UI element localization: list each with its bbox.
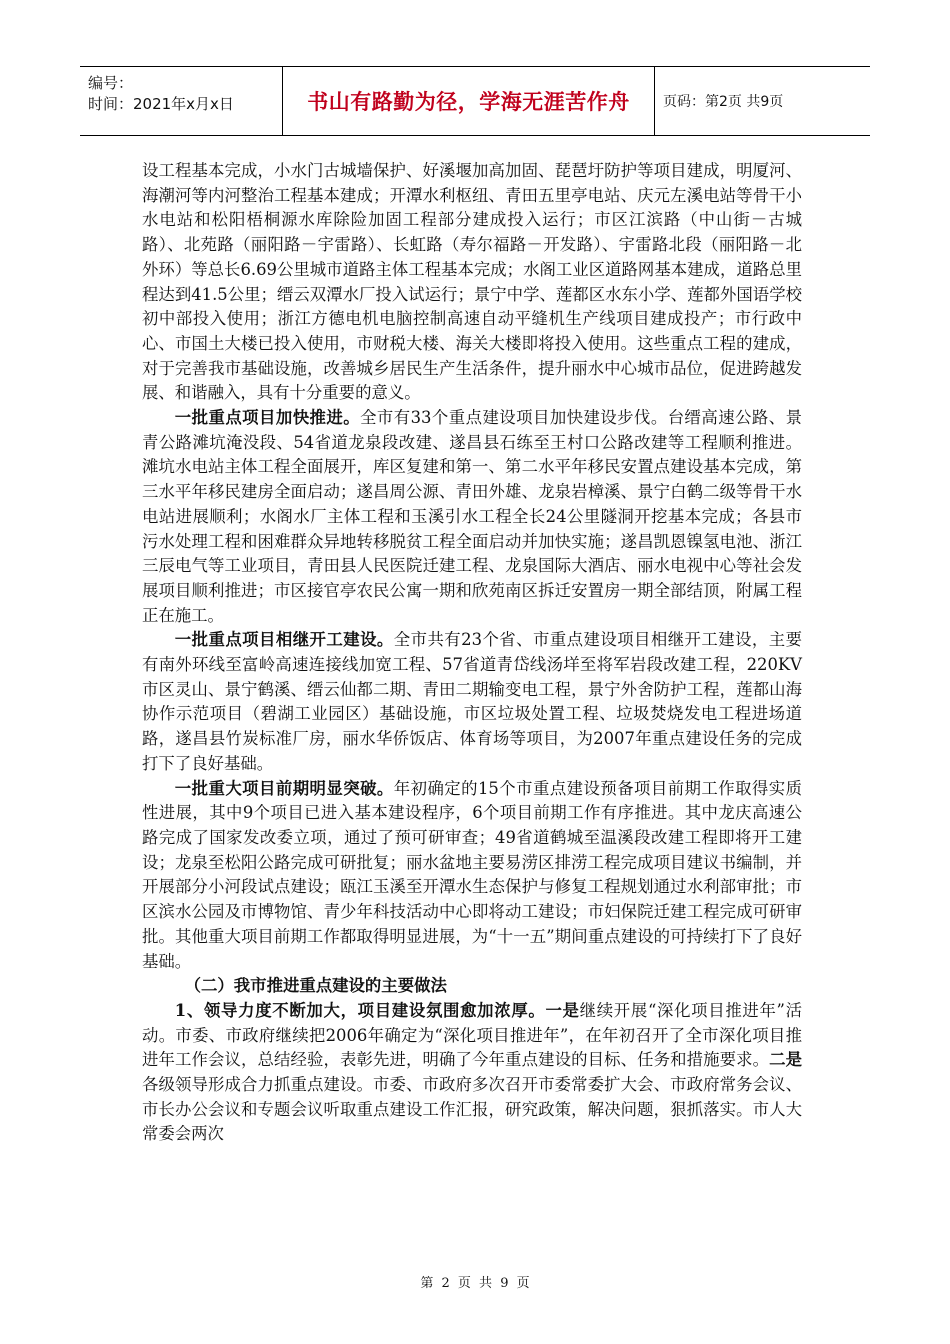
header-meta [80, 67, 283, 135]
section-heading-text: （二）我市推进重点建设的主要做法 [184, 976, 447, 996]
page-footer: 第 2 页 共 9 页 [420, 1276, 530, 1291]
paragraph-2-lead: 一批重点项目加快推进。 [174, 408, 361, 428]
paragraph-5 [142, 999, 802, 1147]
paragraph-5-lead: 1、领导力度不断加大，项目建设氛围愈加浓厚。一是 [174, 1000, 580, 1020]
code-label: 编号： [88, 74, 134, 92]
paragraph-4-text: 年初确定的15个市重点建设预备项目前期工作取得实质性进展，其中9个项目已进入基本建设程序，6个项目前期工作有序推进。其中龙庆高速公路完成了国家发改委立项，通过了预可研审查；49省道鹤城至温溪段改建工程即将开工建设；龙泉至松阳公路完成可研批复；丽水盆地主要易涝区排涝工程完成项目建议书编制，并开展部分小河段试点建设；瓯江玉溪至开潭水生态保护与修复工程规划通过水利部审批；市区滨水公园及市博物馆、青少年科技活动中心即将动工建设；市妇保院迁建工程完成可研审批。其他重大项目前期工作都取得明显进展，为“十一五”期间重点建设的可持续打下了良好基础。 [142, 778, 803, 971]
paragraph-5-text-b: 各级领导形成合力抓重点建设。市委、市政府多次召开市委常委扩大会、市政府常务会议、市长办公会议和专题会议听取重点建设工作汇报，研究政策，解决问题，狠抓落实。市人大常委会两次 [142, 1075, 802, 1144]
paragraph-1: 设工程基本完成，小水门古城墙保护、好溪堰加高加固、琵琶圩防护等项目建成，明厦河、海潮河等内河整治工程基本建成；开潭水利枢纽、青田五里亭电站、庆元左溪电站等骨干小水电站和松阳梧桐源水库除险加固工程部分建成投入运行；市区江滨路（中山街－古城路）、北苑路（丽阳路－宇雷路）、长虹路（寿尔福路－开发路）、宇雷路北段（丽阳路－北外环）等总长6.69公里城市道路主体工程基本完成；水阁工业区道路网基本建成，道路总里程达到41.5公里；缙云双潭水厂投入试运行；景宁中学、莲都区水东小学、莲都外国语学校初中部投入使用；浙江方德电机电脑控制高速自动平缝机生产线项目建成投产；市行政中心、市国土大楼已投入使用，市财税大楼、海关大楼即将投入使用。这些重点工程的建成，对于完善我市基础设施，改善城乡居民生产生活条件，提升丽水中心城市品位，促进跨越发展、和谐融入，具有十分重要的意义。 [142, 161, 802, 403]
paragraph-4-lead: 一批重大项目前期明显突破。 [174, 778, 394, 798]
paragraph-3-text: 全市共有23个省、市重点建设项目相继开工建设，主要有南外环线至富岭高速连接线加宽工程、57省道青岱线汤垟至将军岩段改建工程，220KV市区灵山、景宁鹤溪、缙云仙都二期、青田二期输变电工程，景宁外舍防护工程，莲都山海协作示范项目（碧湖工业园区）基础设施，市区垃圾处置工程、垃圾焚烧发电工程进场道路，遂昌县竹炭标准厂房，丽水华侨饭店、体育场等项目，为2007年重点建设任务的完成打下了良好基础。 [142, 630, 803, 773]
header-motto: 书山有路勤为径，学海无涯苦作舟 [283, 67, 655, 135]
paragraph-4 [142, 777, 802, 975]
paragraph-3-lead: 一批重点项目相继开工建设。 [174, 630, 394, 650]
paragraph-2-text: 全市有33个重点建设项目加快建设步伐。台缙高速公路、景青公路滩坑淹没段、54省道龙泉段改建、遂昌县石练至王村口公路改建等工程顺利推进。滩坑水电站主体工程全面展开，库区复建和第一、第二水平年移民安置点建设基本完成，第三水平年移民建房全面启动；遂昌周公源、青田外雄、龙泉岩樟溪、景宁白鹤二级等骨干水电站进展顺利；水阁水厂主体工程和玉溪引水工程全长24公里隧洞开挖基本完成；各县市污水处理工程和困难群众异地转移脱贫工程全面启动并加快实施；遂昌凯恩镍氢电池、浙江三辰电气等工业项目，青田县人民医院迁建工程、龙泉国际大酒店、丽水电视中心等社会发展项目顺利推进；市区接官亭农民公寓一期和欣苑南区拆迁安置房一期全部结顶，附属工程正在施工。 [142, 408, 803, 625]
section-heading [142, 974, 802, 999]
header-page-label: 页码：第2页 共9页 [663, 94, 784, 110]
paragraph-5-marker-b: 二是 [769, 1050, 803, 1070]
header-table [80, 66, 870, 136]
date-label: 时间：2021年x月x日 [88, 95, 234, 113]
paragraph-2 [142, 406, 802, 628]
document-body [142, 159, 802, 1147]
paragraph-5-text-a: 继续开展“深化项目推进年”活动。市委、市政府继续把2006年确定为“深化项目推进年”，在年初召开了全市深化项目推进年工作会议，总结经验，表彰先进，明确了今年重点建设的目标、任务和措施要求。 [142, 1000, 802, 1070]
paragraph-3 [142, 628, 802, 776]
